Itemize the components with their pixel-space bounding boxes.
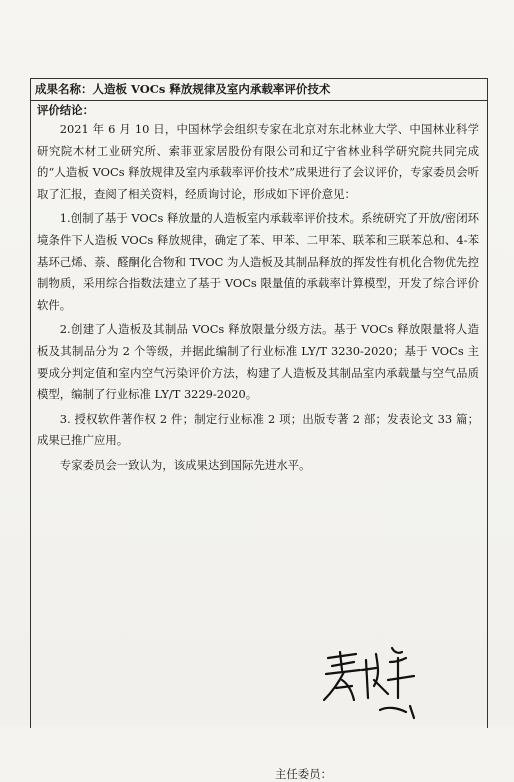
- paragraph-final-opinion: 专家委员会一致认为，该成果达到国际先进水平。: [59, 457, 311, 472]
- paragraph-intro: 2021 年 6 月 10 日，中国林学会组织专家在北京对东北林业大学、中国林业科学研究院木材工业研究所、索菲亚家居股份有限公司和辽宁省林业科学研究院共同完成的“人造板 VOCs 释放规律及室内承载率评价技术”成果进行了会议评价，专家委员会听取了汇报，查阅了相关资料，经质询讨论，形成如下评价意见：: [37, 122, 479, 201]
- paragraph-point-2: 2.创建了人造板及其制品 VOCs 释放限量分级方法。基于 VOCs 释放限量将人造板及其制品分为 2 个等级，并据此编制了行业标准 LY/T 3230-2020；基于 VOCs 主要成分判定值和室内空气污染评价方法，构建了人造板及其制品室内承载量与空气品质模型，编制了行业标准 LY/T 3229-2020。: [37, 322, 479, 402]
- achievement-label: 成果名称：: [35, 82, 93, 96]
- paragraph-point-1: 1.创制了基于 VOCs 释放量的人造板室内承载率评价技术。系统研究了开放/密闭环境条件下人造板 VOCs 释放规律，确定了苯、甲苯、二甲苯、联苯和三联苯总和、4-苯基环己烯、萘、醛酮化合物和 TVOC 为人造板及其制品释放的挥发性有机化合物优先控制物质，采用综合指数法建立了基于 VOCs 限量值的承载率计算模型，开发了综合评价软件。: [37, 211, 479, 312]
- achievement-title: 人造板 VOCs 释放规律及室内承载率评价技术: [92, 82, 331, 96]
- conclusion-heading: 评价结论：: [37, 103, 94, 117]
- evaluation-form: [30, 78, 488, 781]
- paragraph-point-3: 3. 授权软件著作权 2 件；制定行业标准 2 项；出版专著 2 部；发表论文 33 篇；成果已推广应用。: [37, 411, 479, 448]
- achievement-title-row: [31, 79, 487, 101]
- handwritten-signature: [318, 640, 428, 720]
- conclusion-section: [31, 101, 487, 477]
- chair-label: 主任委员：: [275, 767, 332, 781]
